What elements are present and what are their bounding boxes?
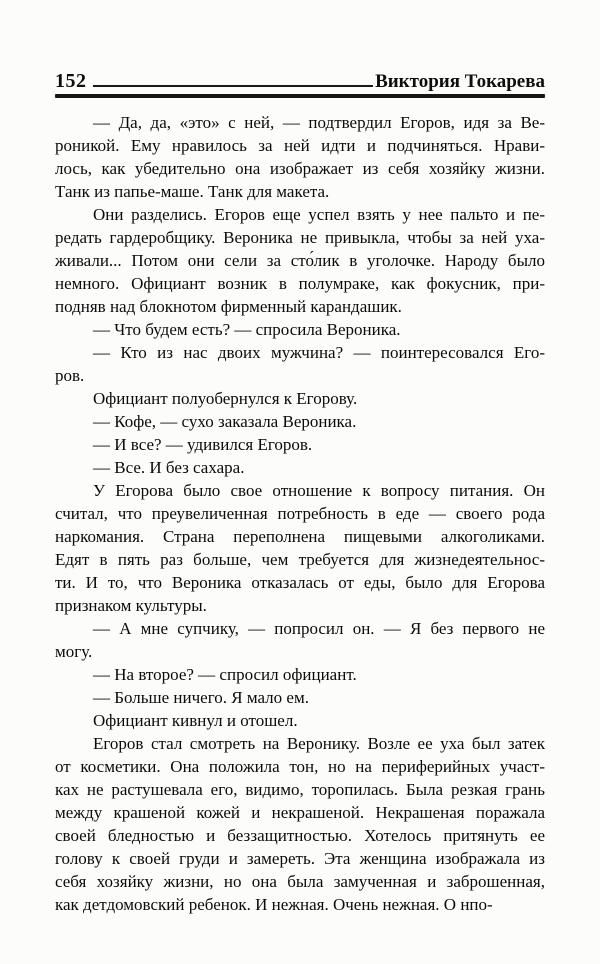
text-body: [55, 111, 545, 916]
header-rule-thick: [55, 94, 545, 98]
text-line: Официант полуобернулся к Егорову.: [93, 389, 358, 408]
page-number: 152: [55, 70, 87, 92]
header-rule-thin: [93, 84, 374, 87]
text-line: признаком культуры.: [55, 596, 207, 615]
text-line: — И все? — удивился Егоров.: [93, 435, 313, 454]
text-line: лось, как убедительно она изображает из себя хозяйку жизни.: [55, 159, 545, 178]
text-line: могу.: [55, 642, 93, 661]
page-content: [55, 70, 545, 916]
text-line: немного. Официант возник в полумраке, как фокусник, при-: [55, 274, 545, 293]
text-line: считал, что преувеличенная потребность в еде — своего рода: [55, 504, 545, 523]
text-line: Они разделись. Егоров еще успел взять у нее пальто и пе-: [93, 205, 545, 224]
text-line: Танк из папье-маше. Танк для макета.: [55, 182, 330, 201]
text-line: редать гардеробщику. Вероника не привыкла, чтобы за ней уха-: [55, 228, 545, 247]
text-line: роникой. Ему нравилось за ней идти и подчиняться. Нрави-: [55, 136, 545, 155]
text-line: Едят в пять раз больше, чем требуется для жизнедеятельнос-: [55, 550, 545, 569]
text-line: своей бледностью и беззащитностью. Хотелось притянуть ее: [55, 826, 545, 845]
text-line: — Что будем есть? — спросила Вероника.: [93, 320, 401, 339]
text-line: — А мне супчику, — попросил он. — Я без первого не: [93, 619, 545, 638]
text-line: между крашеной кожей и некрашеной. Некрашеная поражала: [55, 803, 545, 822]
text-line: ров.: [55, 366, 85, 385]
text-line: Егоров стал смотреть на Веронику. Возле ее уха был затек: [93, 734, 545, 753]
text-line: голову к своей груди и замереть. Эта женщина изображала из: [55, 849, 545, 868]
text-line: — Кофе, — сухо заказала Вероника.: [93, 412, 357, 431]
page-header: [55, 70, 545, 92]
text-line: живали... Потом они сели за сто́лик в уголочке. Народу было: [55, 251, 545, 270]
text-line: У Егорова было свое отношение к вопросу питания. Он: [93, 481, 545, 500]
text-line: — Больше ничего. Я мало ем.: [93, 688, 309, 707]
text-line: — На второе? — спросил официант.: [93, 665, 357, 684]
text-line: подняв над блокнотом фирменный карандашик.: [55, 297, 402, 316]
text-line: — Да, да, «это» с ней, — подтвердил Егоров, идя за Ве-: [93, 113, 545, 132]
text-line: ти. И то, что Вероника отказалась от еды, было для Егорова: [55, 573, 545, 592]
text-line: как детдомовский ребенок. И нежная. Очень нежная. О нпо-: [55, 895, 493, 914]
text-line: Официант кивнул и отошел.: [93, 711, 298, 730]
text-line: от косметики. Она положила тон, но на периферийных участ-: [55, 757, 545, 776]
text-line: ках не растушевала его, видимо, торопилась. Была резкая грань: [55, 780, 545, 799]
text-line: себя хозяйку жизни, но она была замученная и заброшенная,: [55, 872, 545, 891]
text-line: — Кто из нас двоих мужчина? — поинтересовался Его-: [93, 343, 545, 362]
text-line: — Все. И без сахара.: [93, 458, 245, 477]
text-line: наркомания. Страна переполнена пищевыми алкоголиками.: [55, 527, 545, 546]
running-head-author: Виктория Токарева: [375, 71, 545, 92]
